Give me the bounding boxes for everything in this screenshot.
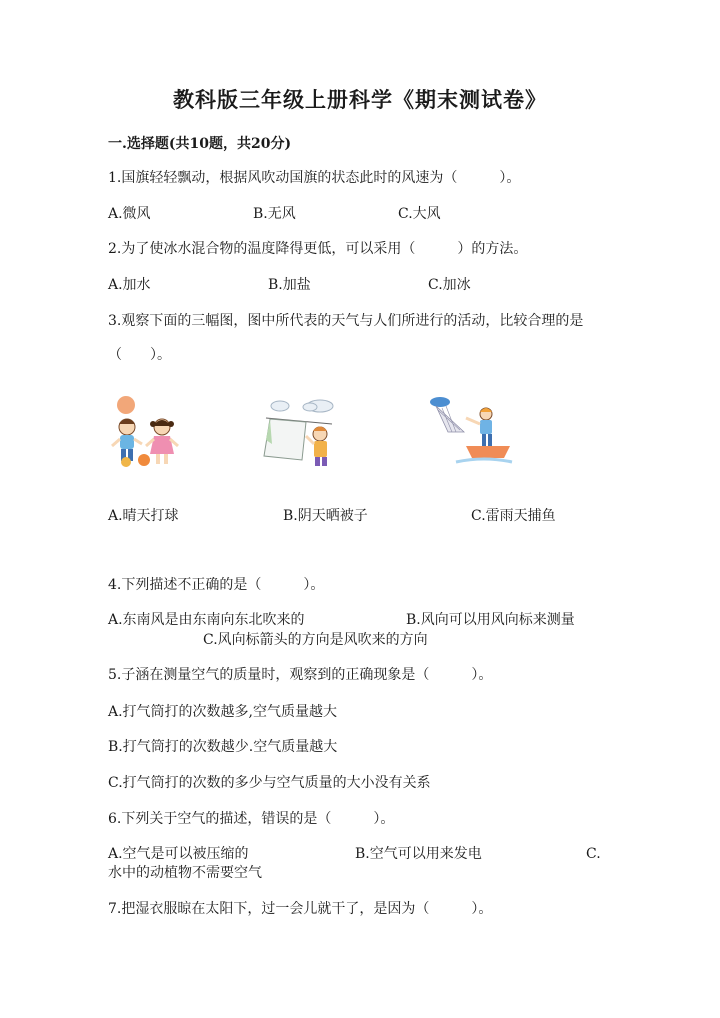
- question-4-option-a[interactable]: A.东南风是由东南向东北吹来的: [108, 612, 305, 628]
- question-1-option-b[interactable]: B.无风: [253, 206, 296, 222]
- question-4-option-b[interactable]: B.风向可以用风向标来测量: [406, 612, 575, 628]
- page-title: 教科版三年级上册科学《期末测试卷》: [173, 87, 547, 112]
- question-1-option-a[interactable]: A.微风: [108, 206, 151, 222]
- question-1-stem: 1.国旗轻轻飘动，根据风吹动国旗的状态此时的风速为（ ）。: [108, 170, 521, 186]
- question-1-option-c[interactable]: C.大风: [398, 206, 441, 222]
- question-6-stem: 6.下列关于空气的描述，错误的是（ ）。: [108, 811, 395, 827]
- question-5-option-b[interactable]: B.打气筒打的次数越少.空气质量越大: [108, 739, 338, 755]
- question-3-option-a[interactable]: A.晴天打球: [108, 508, 179, 524]
- question-2-stem: 2.为了使冰水混合物的温度降得更低，可以采用（ ）的方法。: [108, 241, 528, 257]
- question-6-option-b[interactable]: B.空气可以用来发电: [355, 846, 482, 862]
- question-6-option-c[interactable]: C.: [586, 846, 601, 862]
- question-3-option-c[interactable]: C.雷雨天捕鱼: [471, 508, 556, 524]
- children-playing-ball-image: [104, 394, 188, 474]
- question-2-option-c[interactable]: C.加冰: [428, 277, 471, 293]
- fishing-on-boat-image: [426, 392, 514, 466]
- question-6-option-a[interactable]: A.空气是可以被压缩的: [108, 846, 249, 862]
- question-4-option-c[interactable]: C.风向标箭头的方向是风吹来的方向: [203, 632, 428, 648]
- section-heading: 一.选择题(共10题，共20分): [108, 136, 292, 152]
- question-3-stem: 3.观察下面的三幅图，图中所代表的天气与人们所进行的活动，比较合理的是: [108, 313, 584, 329]
- question-2-option-a[interactable]: A.加水: [108, 277, 151, 293]
- question-7-stem: 7.把湿衣服晾在太阳下，过一会儿就干了，是因为（ ）。: [108, 901, 493, 917]
- question-4-stem: 4.下列描述不正确的是（ ）。: [108, 577, 325, 593]
- question-3-stem-continued: （ ）。: [108, 347, 171, 363]
- question-5-stem: 5.子涵在测量空气的质量时，观察到的正确现象是（ ）。: [108, 667, 493, 683]
- question-6-option-c-text: 水中的动植物不需要空气: [108, 865, 262, 881]
- question-5-option-c[interactable]: C.打气筒打的次数的多少与空气质量的大小没有关系: [108, 775, 431, 791]
- question-2-option-b[interactable]: B.加盐: [268, 277, 311, 293]
- hanging-quilt-image: [262, 394, 346, 470]
- question-3-option-b[interactable]: B.阴天晒被子: [283, 508, 368, 524]
- question-5-option-a[interactable]: A.打气筒打的次数越多,空气质量越大: [108, 704, 338, 720]
